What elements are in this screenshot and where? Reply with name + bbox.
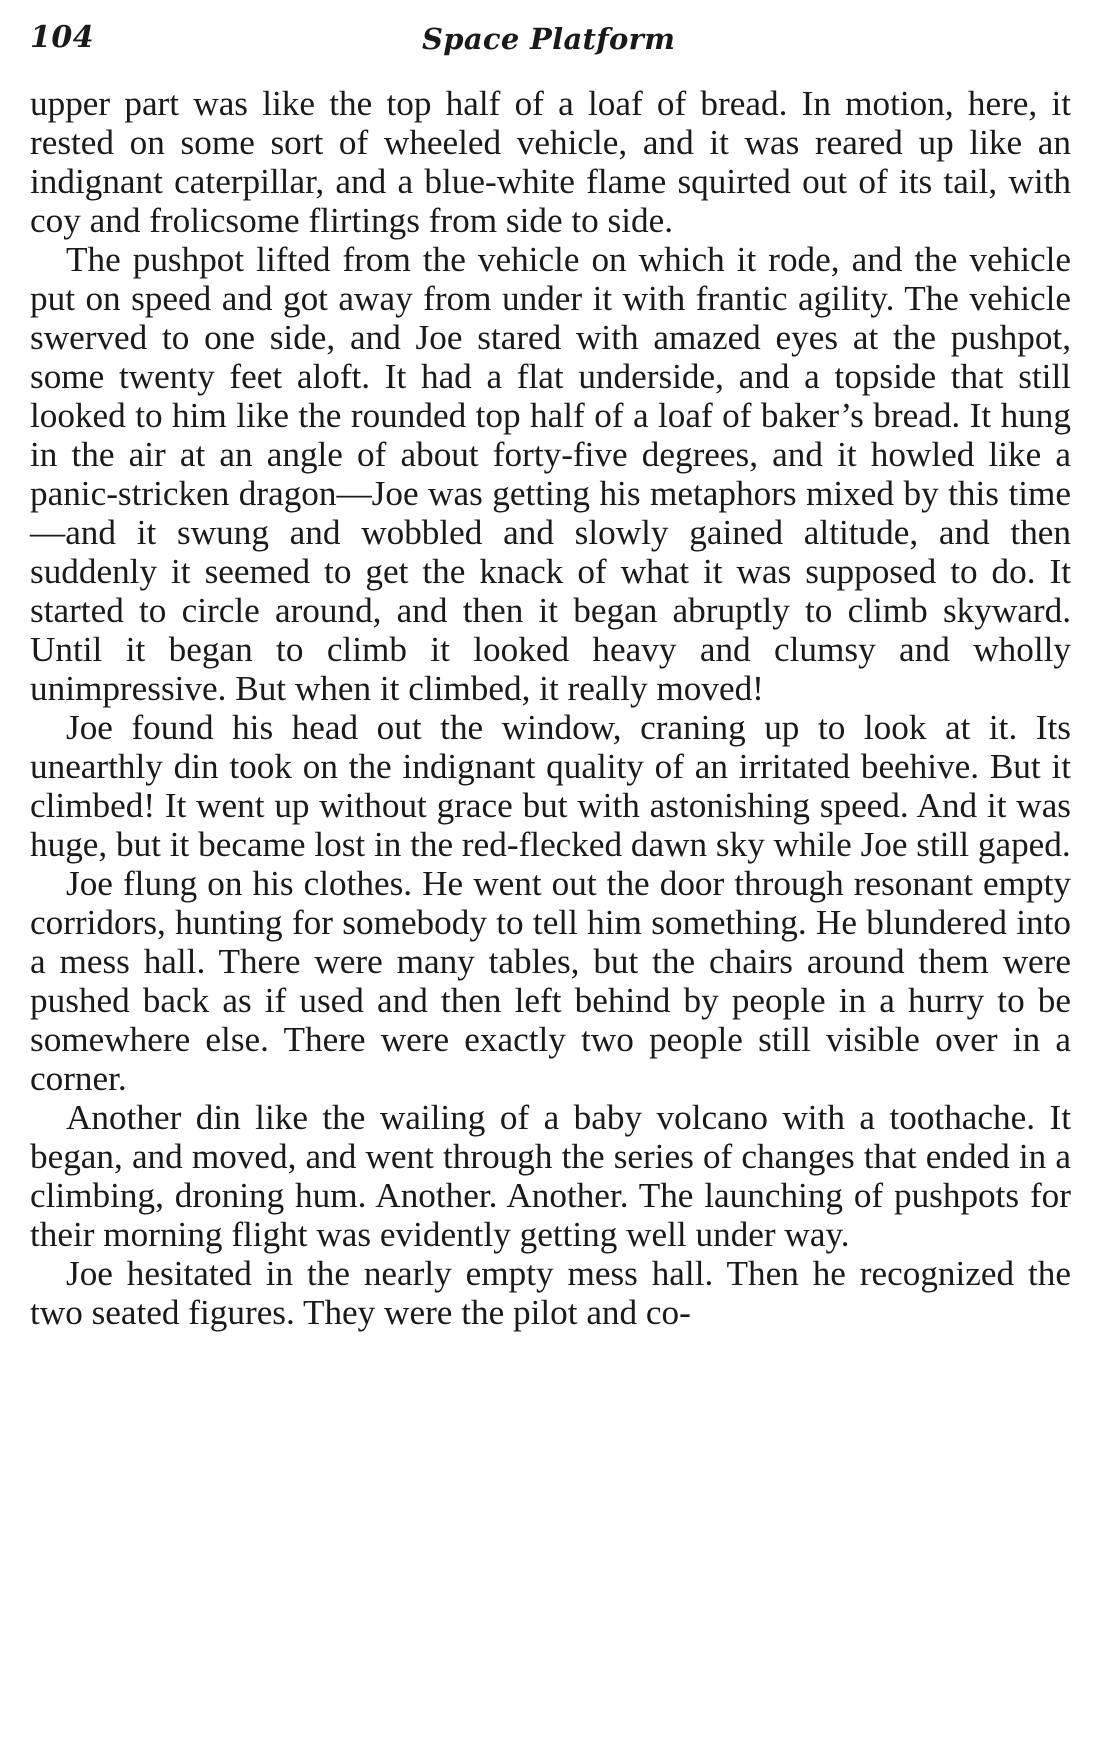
body-text [30,84,1071,1332]
paragraph-continued: upper part was like the top half of a loaf of bread. In motion, here, it rested on some sort of wheeled vehicle, and it was reared up like an indignant caterpillar, and a blue-white flame squirted out of its tail, with coy and frolicsome flirtings from side to side. [30,84,1071,240]
running-head [30,14,1071,60]
book-page [30,14,1071,1332]
page-number: 104 [30,20,95,55]
paragraph: Joe hesitated in the nearly empty mess hall. Then he recognized the two seated figures. They were the pilot and co- [30,1254,1071,1332]
paragraph: The pushpot lifted from the vehicle on which it rode, and the vehicle put on speed and got away from under it with frantic agility. The vehicle swerved to one side, and Joe stared with amazed eyes at the pushpot, some twenty feet aloft. It had a flat underside, and a topside that still looked to him like the rounded top half of a loaf of baker’s bread. It hung in the air at an angle of about forty-five degrees, and it howled like a panic-stricken dragon—Joe was getting his metaphors mixed by this time—and it swung and wobbled and slowly gained altitude, and then suddenly it seemed to get the knack of what it was supposed to do. It started to circle around, and then it began abruptly to climb skyward. Until it began to climb it looked heavy and clumsy and wholly unimpressive. But when it climbed, it really moved! [30,240,1071,708]
paragraph: Joe flung on his clothes. He went out the door through resonant empty corridors, hunting for somebody to tell him something. He blundered into a mess hall. There were many tables, but the chairs around them were pushed back as if used and then left behind by people in a hurry to be somewhere else. There were exactly two people still visible over in a corner. [30,864,1071,1098]
paragraph: Another din like the wailing of a baby volcano with a toothache. It began, and moved, and went through the series of changes that ended in a climbing, droning hum. Another. Another. The launching of pushpots for their morning flight was evidently getting well under way. [30,1098,1071,1254]
running-title: Space Platform [422,22,676,56]
paragraph: Joe found his head out the window, craning up to look at it. Its unearthly din took on the indignant quality of an irritated beehive. But it climbed! It went up without grace but with astonishing speed. And it was huge, but it became lost in the red-flecked dawn sky while Joe still gaped. [30,708,1071,864]
